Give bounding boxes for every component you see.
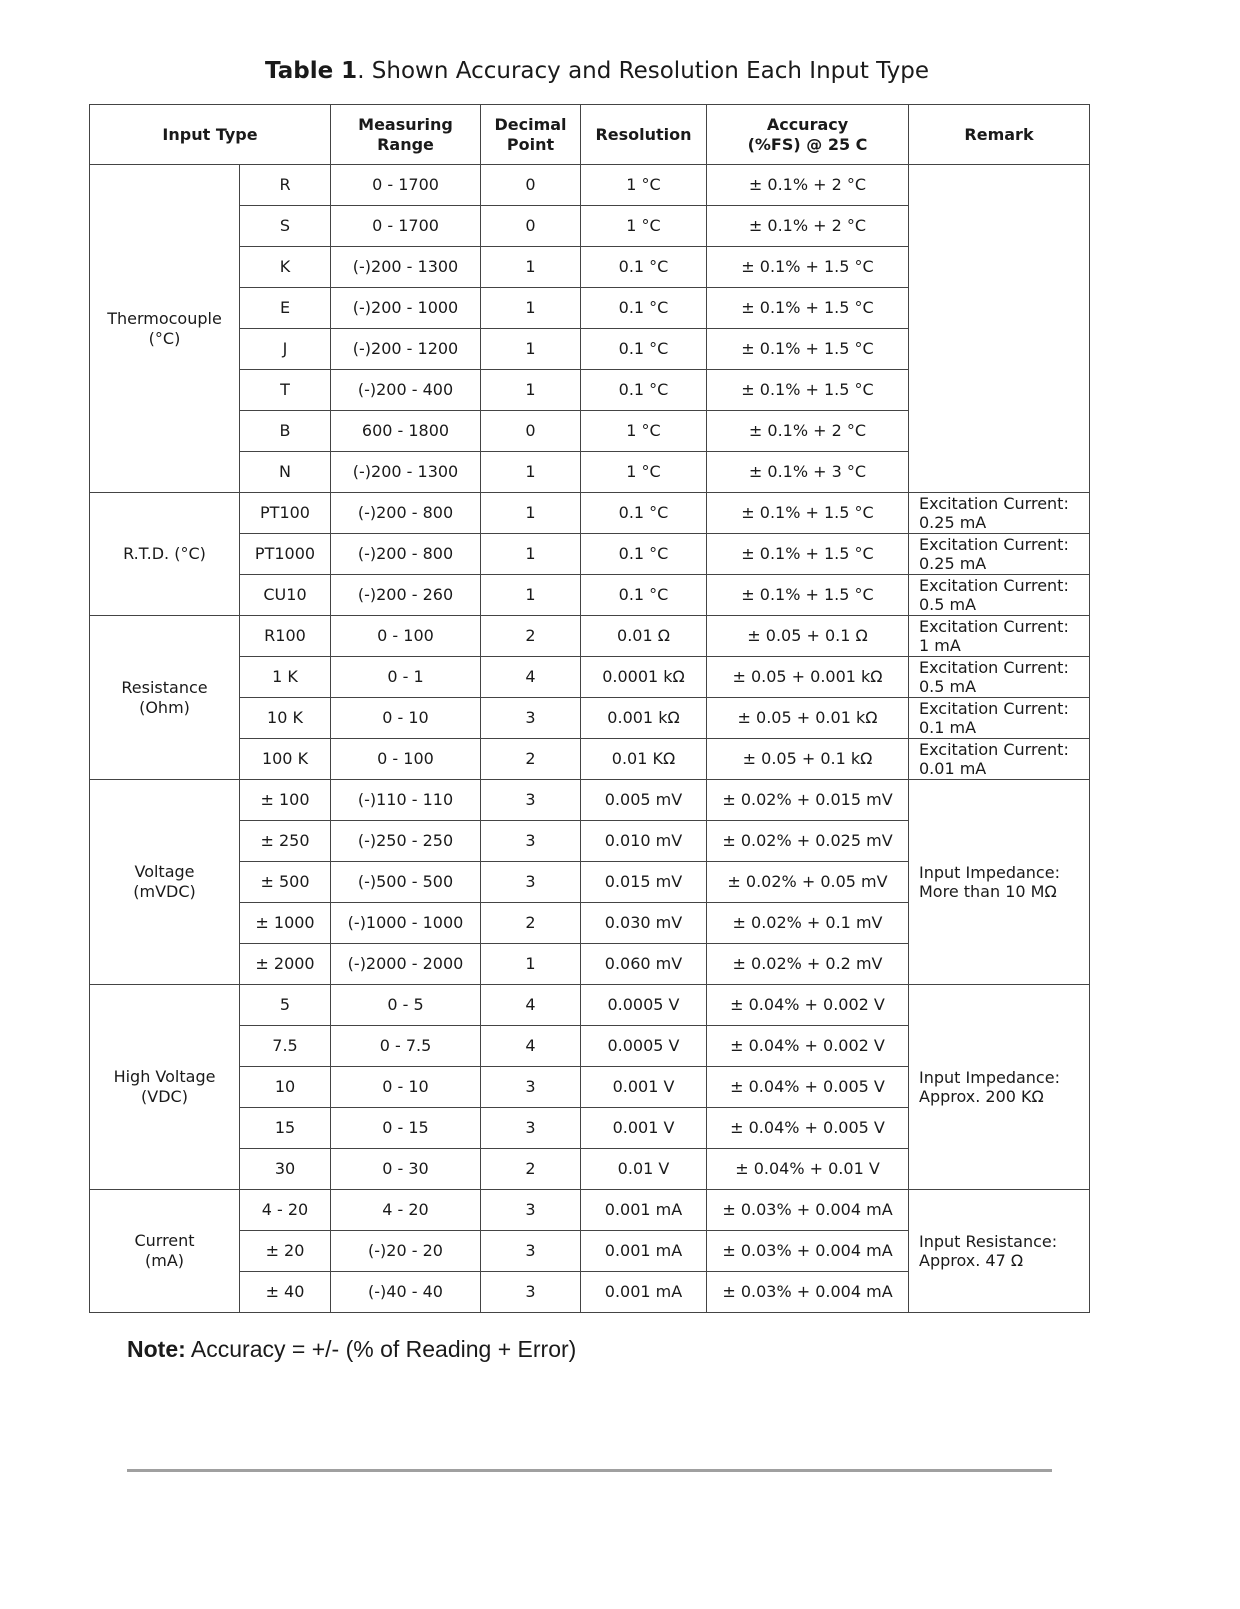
resolution-cell: 0.015 mV xyxy=(581,862,707,903)
decimal-point-cell: 0 xyxy=(481,411,581,452)
input-subtype-cell: R100 xyxy=(240,616,331,657)
resolution-cell: 0.001 mA xyxy=(581,1231,707,1272)
accuracy-cell: ± 0.1% + 1.5 °C xyxy=(707,534,909,575)
resolution-cell: 0.010 mV xyxy=(581,821,707,862)
table-header-row xyxy=(90,105,1090,165)
measuring-range-cell: (-)110 - 110 xyxy=(331,780,481,821)
table-row xyxy=(90,616,1090,657)
resolution-cell: 0.001 V xyxy=(581,1108,707,1149)
remark-cell: Input Impedance: Approx. 200 KΩ xyxy=(909,985,1090,1190)
input-subtype-cell: 1 K xyxy=(240,657,331,698)
resolution-cell: 1 °C xyxy=(581,165,707,206)
decimal-point-cell: 2 xyxy=(481,1149,581,1190)
measuring-range-cell: 0 - 1 xyxy=(331,657,481,698)
input-subtype-cell: 30 xyxy=(240,1149,331,1190)
decimal-point-cell: 2 xyxy=(481,739,581,780)
accuracy-cell: ± 0.04% + 0.01 V xyxy=(707,1149,909,1190)
accuracy-cell: ± 0.02% + 0.1 mV xyxy=(707,903,909,944)
table-row xyxy=(90,534,1090,575)
input-subtype-cell: PT100 xyxy=(240,493,331,534)
input-subtype-cell: 100 K xyxy=(240,739,331,780)
note-text: Accuracy = +/- (% of Reading + Error) xyxy=(185,1336,577,1362)
resolution-cell: 1 °C xyxy=(581,206,707,247)
table-caption xyxy=(0,58,1194,84)
measuring-range-cell: 0 - 5 xyxy=(331,985,481,1026)
resolution-cell: 0.001 mA xyxy=(581,1190,707,1231)
measuring-range-cell: (-)250 - 250 xyxy=(331,821,481,862)
decimal-point-cell: 1 xyxy=(481,493,581,534)
footer-divider xyxy=(127,1469,1052,1472)
decimal-point-cell: 3 xyxy=(481,1108,581,1149)
resolution-cell: 0.01 KΩ xyxy=(581,739,707,780)
resolution-cell: 0.060 mV xyxy=(581,944,707,985)
header-measuring-range: Measuring Range xyxy=(331,105,481,165)
resolution-cell: 0.005 mV xyxy=(581,780,707,821)
table-row xyxy=(90,1190,1090,1231)
input-subtype-cell: 4 - 20 xyxy=(240,1190,331,1231)
decimal-point-cell: 3 xyxy=(481,780,581,821)
resolution-cell: 0.1 °C xyxy=(581,370,707,411)
input-subtype-cell: ± 500 xyxy=(240,862,331,903)
resolution-cell: 0.01 V xyxy=(581,1149,707,1190)
resolution-cell: 0.01 Ω xyxy=(581,616,707,657)
accuracy-resolution-table xyxy=(89,104,1090,1313)
input-subtype-cell: 15 xyxy=(240,1108,331,1149)
input-subtype-cell: K xyxy=(240,247,331,288)
measuring-range-cell: (-)200 - 260 xyxy=(331,575,481,616)
input-subtype-cell: PT1000 xyxy=(240,534,331,575)
input-subtype-cell: E xyxy=(240,288,331,329)
remark-cell: Input Resistance: Approx. 47 Ω xyxy=(909,1190,1090,1313)
decimal-point-cell: 1 xyxy=(481,370,581,411)
decimal-point-cell: 3 xyxy=(481,698,581,739)
accuracy-cell: ± 0.1% + 2 °C xyxy=(707,165,909,206)
input-subtype-cell: ± 20 xyxy=(240,1231,331,1272)
resolution-cell: 0.0005 V xyxy=(581,985,707,1026)
table-row xyxy=(90,657,1090,698)
accuracy-cell: ± 0.1% + 1.5 °C xyxy=(707,288,909,329)
input-subtype-cell: S xyxy=(240,206,331,247)
decimal-point-cell: 3 xyxy=(481,1272,581,1313)
header-accuracy: Accuracy (%FS) @ 25 C xyxy=(707,105,909,165)
table-row xyxy=(90,698,1090,739)
accuracy-cell: ± 0.03% + 0.004 mA xyxy=(707,1272,909,1313)
table-row xyxy=(90,575,1090,616)
measuring-range-cell: 0 - 10 xyxy=(331,698,481,739)
decimal-point-cell: 3 xyxy=(481,821,581,862)
input-subtype-cell: 10 K xyxy=(240,698,331,739)
accuracy-cell: ± 0.1% + 2 °C xyxy=(707,206,909,247)
decimal-point-cell: 1 xyxy=(481,329,581,370)
input-subtype-cell: 7.5 xyxy=(240,1026,331,1067)
remark-cell xyxy=(909,165,1090,493)
input-subtype-cell: R xyxy=(240,165,331,206)
table-row xyxy=(90,985,1090,1026)
caption-label: Table 1 xyxy=(264,58,358,84)
decimal-point-cell: 1 xyxy=(481,452,581,493)
measuring-range-cell: 0 - 10 xyxy=(331,1067,481,1108)
measuring-range-cell: (-)20 - 20 xyxy=(331,1231,481,1272)
remark-cell: Excitation Current: 0.01 mA xyxy=(909,739,1090,780)
accuracy-cell: ± 0.1% + 3 °C xyxy=(707,452,909,493)
table-note xyxy=(127,1336,576,1363)
header-resolution: Resolution xyxy=(581,105,707,165)
input-type-group-cell: R.T.D. (°C) xyxy=(90,493,240,616)
resolution-cell: 0.1 °C xyxy=(581,534,707,575)
measuring-range-cell: (-)500 - 500 xyxy=(331,862,481,903)
decimal-point-cell: 1 xyxy=(481,534,581,575)
accuracy-cell: ± 0.1% + 1.5 °C xyxy=(707,493,909,534)
accuracy-cell: ± 0.1% + 1.5 °C xyxy=(707,329,909,370)
header-input-type: Input Type xyxy=(90,105,331,165)
resolution-cell: 0.1 °C xyxy=(581,493,707,534)
decimal-point-cell: 0 xyxy=(481,165,581,206)
decimal-point-cell: 1 xyxy=(481,288,581,329)
accuracy-cell: ± 0.04% + 0.002 V xyxy=(707,1026,909,1067)
remark-cell: Excitation Current: 1 mA xyxy=(909,616,1090,657)
table-body xyxy=(90,165,1090,1313)
remark-cell: Input Impedance: More than 10 MΩ xyxy=(909,780,1090,985)
input-type-group-cell: High Voltage (VDC) xyxy=(90,985,240,1190)
resolution-cell: 0.1 °C xyxy=(581,329,707,370)
accuracy-cell: ± 0.05 + 0.001 kΩ xyxy=(707,657,909,698)
input-subtype-cell: 10 xyxy=(240,1067,331,1108)
measuring-range-cell: 0 - 30 xyxy=(331,1149,481,1190)
decimal-point-cell: 1 xyxy=(481,944,581,985)
measuring-range-cell: (-)2000 - 2000 xyxy=(331,944,481,985)
table-row xyxy=(90,165,1090,206)
accuracy-cell: ± 0.04% + 0.005 V xyxy=(707,1108,909,1149)
remark-cell: Excitation Current: 0.1 mA xyxy=(909,698,1090,739)
input-subtype-cell: ± 2000 xyxy=(240,944,331,985)
measuring-range-cell: 0 - 15 xyxy=(331,1108,481,1149)
measuring-range-cell: 600 - 1800 xyxy=(331,411,481,452)
measuring-range-cell: (-)200 - 1200 xyxy=(331,329,481,370)
accuracy-cell: ± 0.05 + 0.01 kΩ xyxy=(707,698,909,739)
accuracy-cell: ± 0.02% + 0.05 mV xyxy=(707,862,909,903)
measuring-range-cell: (-)200 - 1300 xyxy=(331,247,481,288)
measuring-range-cell: (-)200 - 1300 xyxy=(331,452,481,493)
resolution-cell: 0.001 kΩ xyxy=(581,698,707,739)
remark-cell: Excitation Current: 0.5 mA xyxy=(909,575,1090,616)
decimal-point-cell: 4 xyxy=(481,657,581,698)
input-subtype-cell: B xyxy=(240,411,331,452)
measuring-range-cell: 0 - 100 xyxy=(331,739,481,780)
remark-cell: Excitation Current: 0.25 mA xyxy=(909,534,1090,575)
measuring-range-cell: 0 - 1700 xyxy=(331,165,481,206)
remark-cell: Excitation Current: 0.5 mA xyxy=(909,657,1090,698)
accuracy-cell: ± 0.04% + 0.005 V xyxy=(707,1067,909,1108)
decimal-point-cell: 1 xyxy=(481,575,581,616)
resolution-cell: 1 °C xyxy=(581,411,707,452)
input-type-group-cell: Voltage (mVDC) xyxy=(90,780,240,985)
decimal-point-cell: 3 xyxy=(481,862,581,903)
input-subtype-cell: ± 100 xyxy=(240,780,331,821)
input-subtype-cell: CU10 xyxy=(240,575,331,616)
decimal-point-cell: 1 xyxy=(481,247,581,288)
table-row xyxy=(90,493,1090,534)
resolution-cell: 0.0005 V xyxy=(581,1026,707,1067)
table-row xyxy=(90,739,1090,780)
measuring-range-cell: (-)200 - 800 xyxy=(331,493,481,534)
measuring-range-cell: (-)1000 - 1000 xyxy=(331,903,481,944)
input-subtype-cell: ± 250 xyxy=(240,821,331,862)
measuring-range-cell: (-)200 - 400 xyxy=(331,370,481,411)
decimal-point-cell: 2 xyxy=(481,616,581,657)
resolution-cell: 0.1 °C xyxy=(581,575,707,616)
resolution-cell: 0.001 mA xyxy=(581,1272,707,1313)
measuring-range-cell: (-)200 - 1000 xyxy=(331,288,481,329)
resolution-cell: 0.030 mV xyxy=(581,903,707,944)
accuracy-cell: ± 0.04% + 0.002 V xyxy=(707,985,909,1026)
accuracy-cell: ± 0.03% + 0.004 mA xyxy=(707,1190,909,1231)
accuracy-cell: ± 0.02% + 0.015 mV xyxy=(707,780,909,821)
remark-cell: Excitation Current: 0.25 mA xyxy=(909,493,1090,534)
decimal-point-cell: 4 xyxy=(481,1026,581,1067)
table-row xyxy=(90,780,1090,821)
input-subtype-cell: N xyxy=(240,452,331,493)
note-label: Note: xyxy=(127,1336,186,1362)
decimal-point-cell: 3 xyxy=(481,1067,581,1108)
accuracy-cell: ± 0.1% + 1.5 °C xyxy=(707,575,909,616)
decimal-point-cell: 3 xyxy=(481,1190,581,1231)
input-subtype-cell: ± 40 xyxy=(240,1272,331,1313)
measuring-range-cell: (-)200 - 800 xyxy=(331,534,481,575)
measuring-range-cell: 0 - 1700 xyxy=(331,206,481,247)
decimal-point-cell: 2 xyxy=(481,903,581,944)
accuracy-cell: ± 0.02% + 0.2 mV xyxy=(707,944,909,985)
decimal-point-cell: 4 xyxy=(481,985,581,1026)
caption-text: . Shown Accuracy and Resolution Each Input Type xyxy=(357,58,929,84)
input-type-group-cell: Resistance (Ohm) xyxy=(90,616,240,780)
accuracy-cell: ± 0.03% + 0.004 mA xyxy=(707,1231,909,1272)
input-type-group-cell: Current (mA) xyxy=(90,1190,240,1313)
decimal-point-cell: 3 xyxy=(481,1231,581,1272)
measuring-range-cell: 0 - 100 xyxy=(331,616,481,657)
accuracy-cell: ± 0.02% + 0.025 mV xyxy=(707,821,909,862)
input-subtype-cell: ± 1000 xyxy=(240,903,331,944)
input-subtype-cell: J xyxy=(240,329,331,370)
input-type-group-cell: Thermocouple (°C) xyxy=(90,165,240,493)
resolution-cell: 0.001 V xyxy=(581,1067,707,1108)
resolution-cell: 1 °C xyxy=(581,452,707,493)
accuracy-cell: ± 0.1% + 2 °C xyxy=(707,411,909,452)
decimal-point-cell: 0 xyxy=(481,206,581,247)
resolution-cell: 0.1 °C xyxy=(581,247,707,288)
measuring-range-cell: 4 - 20 xyxy=(331,1190,481,1231)
accuracy-cell: ± 0.1% + 1.5 °C xyxy=(707,247,909,288)
header-decimal-point: Decimal Point xyxy=(481,105,581,165)
input-subtype-cell: 5 xyxy=(240,985,331,1026)
measuring-range-cell: 0 - 7.5 xyxy=(331,1026,481,1067)
accuracy-cell: ± 0.05 + 0.1 kΩ xyxy=(707,739,909,780)
input-subtype-cell: T xyxy=(240,370,331,411)
accuracy-cell: ± 0.1% + 1.5 °C xyxy=(707,370,909,411)
resolution-cell: 0.1 °C xyxy=(581,288,707,329)
measuring-range-cell: (-)40 - 40 xyxy=(331,1272,481,1313)
header-remark: Remark xyxy=(909,105,1090,165)
resolution-cell: 0.0001 kΩ xyxy=(581,657,707,698)
accuracy-cell: ± 0.05 + 0.1 Ω xyxy=(707,616,909,657)
